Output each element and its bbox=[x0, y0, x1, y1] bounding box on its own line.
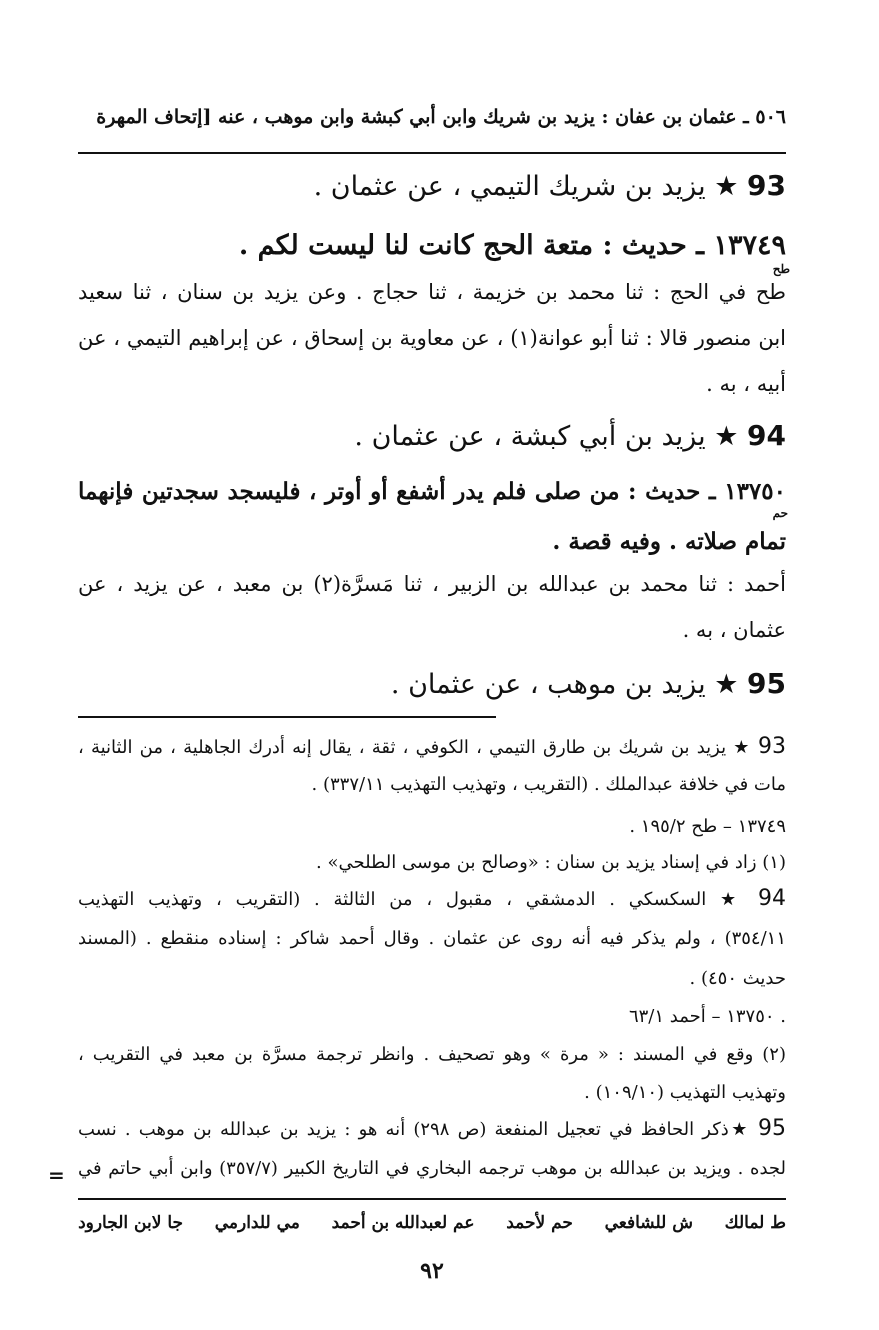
header-rule bbox=[78, 152, 786, 154]
document-page bbox=[48, 0, 790, 1330]
footnote-line: مات في خلافة عبدالملك . (التقريب ، وتهذيب التهذيب ٣٣٧/١١) . bbox=[311, 774, 786, 795]
hadith-13750-heading: ١٣٧٥٠ ـ حديث : من صلى فلم يدر أشفع أو أوتر ، فليسجد سجدتين فإنهما bbox=[78, 478, 786, 505]
source-symbol: طح bbox=[772, 262, 790, 276]
footnote-line: 93 ★ يزيد بن شريك بن طارق التيمي ، الكوفي ، ثقة ، يقال إنه أدرك الجاهلية ، من الثانية ، bbox=[78, 734, 786, 759]
footnote-line: 95 ★ذكر الحافظ في تعجيل المنفعة (ص ٢٩٨) أنه هو : يزيد بن عبدالله بن موهب . نسب bbox=[78, 1116, 786, 1141]
footer-rule bbox=[78, 1198, 786, 1200]
abbreviation: ش للشافعي bbox=[604, 1213, 693, 1233]
footnote-line: (٢) وقع في المسند : « مرة » وهو تصحيف . وانظر ترجمة مسرَّة بن معبد في التقريب ، bbox=[78, 1044, 786, 1065]
abbreviation: عم لعبدالله بن أحمد bbox=[331, 1213, 475, 1233]
footnote-rule bbox=[78, 716, 496, 718]
footnote-line: ٣٥٤/١١) ، ولم يذكر فيه أنه روى عن عثمان . وقال أحمد شاكر : إسناده منقطع . (المسند bbox=[78, 928, 786, 949]
footnote-line: 94 ★ السكسكي . الدمشقي ، مقبول ، من الثالثة . (التقريب ، وتهذيب التهذيب bbox=[78, 886, 786, 911]
section-95 bbox=[78, 664, 786, 705]
abbreviation: ط لمالك bbox=[724, 1213, 786, 1233]
text-line: عثمان ، به . bbox=[682, 618, 786, 642]
section-number: 95 bbox=[747, 667, 786, 700]
section-93 bbox=[78, 166, 786, 207]
text-line: أحمد : ثنا محمد بن عبدالله بن الزبير ، ثنا مَسرَّة(٢) بن معبد ، عن يزيد ، عن bbox=[78, 572, 786, 596]
footnote-number: 94 bbox=[758, 886, 786, 911]
abbreviation: مي للدارمي bbox=[214, 1213, 300, 1233]
section-title: يزيد بن شريك التيمي ، عن عثمان . bbox=[313, 171, 715, 202]
section-title: يزيد بن موهب ، عن عثمان . bbox=[390, 669, 715, 700]
abbreviation: حم لأحمد bbox=[506, 1213, 573, 1233]
footnote-number: 93 bbox=[758, 734, 786, 759]
text-line: أبيه ، به . bbox=[706, 372, 786, 396]
footnote-number: 95 bbox=[758, 1116, 786, 1141]
text-line: طح في الحج : ثنا محمد بن خزيمة ، ثنا حجاج . وعن يزيد بن سنان ، ثنا سعيد bbox=[78, 280, 786, 304]
footnote-line: وتهذيب التهذيب (١٠٩/١٠) . bbox=[584, 1082, 786, 1103]
page-number: ٩٢ bbox=[420, 1258, 444, 1284]
star-icon: ★ bbox=[714, 171, 739, 202]
section-number: 93 bbox=[747, 169, 786, 202]
footnote-line: حديث ٤٥٠) . bbox=[689, 968, 786, 989]
continuation-mark: = bbox=[48, 1163, 65, 1187]
footnote-line: لجده . ويزيد بن عبدالله بن موهب ترجمه البخاري في التاريخ الكبير (٣٥٧/٧) وابن أبي حاتم في bbox=[78, 1158, 786, 1179]
footnote-line: ١٣٧٤٩ – طح ١٩٥/٢ . bbox=[629, 816, 786, 837]
section-title: يزيد بن أبي كبشة ، عن عثمان . bbox=[354, 421, 715, 452]
star-icon: ★ bbox=[714, 669, 739, 700]
section-94 bbox=[78, 416, 786, 457]
star-icon: ★ bbox=[714, 421, 739, 452]
footnote-line: . ١٣٧٥٠ – أحمد ٦٣/١ bbox=[628, 1006, 786, 1027]
abbreviation: جا لابن الجارود bbox=[78, 1213, 184, 1233]
running-header: ٥٠٦ ـ عثمان بن عفان : يزيد بن شريك وابن أبي كبشة وابن موهب ، عنه [إتحاف المهرة bbox=[96, 106, 786, 128]
hadith-13749-heading: ١٣٧٤٩ ـ حديث : متعة الحج كانت لنا ليست لكم . bbox=[238, 230, 786, 261]
hadith-13750-heading: تمام صلاته . وفيه قصة . bbox=[552, 528, 786, 555]
source-symbol: حم bbox=[772, 506, 788, 520]
section-number: 94 bbox=[747, 419, 786, 452]
footnote-line: (١) زاد في إسناد يزيد بن سنان : «وصالح بن موسى الطلحي» . bbox=[316, 852, 786, 873]
abbreviation-key bbox=[78, 1206, 786, 1240]
text-line: ابن منصور قالا : ثنا أبو عوانة(١) ، عن معاوية بن إسحاق ، عن إبراهيم التيمي ، عن bbox=[78, 326, 786, 350]
